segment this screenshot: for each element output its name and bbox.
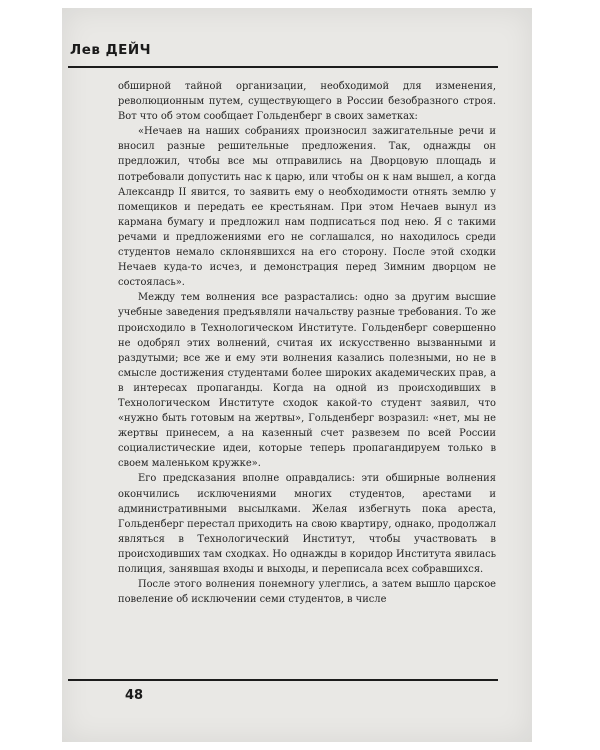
quote-paragraph: «Нечаев на наших собраниях произносил зажигательные речи и вносил разные решительные предложения. Так, однажды он предложил, чтобы все мы отправились на Дворцовую площадь и потребовали допустить нас к царю, или чтобы он к нам вышел, а когда Александр II явится, то заявить ему о необходимости отнять землю у помещиков и передать ее крестьянам. При этом Нечаев вынул из кармана бумагу и предложил нам подписаться под нею. Я с такими речами и предложениями его не соглашался, но находилось среди студентов немало склонявшихся на его сторону. После этой сходки Нечаев куда-то исчез, и демонстрация перед Зимним дворцом не состоялась». xyxy=(118,126,496,289)
paragraph: Между тем волнения все разрастались: одно за другим высшие учебные заведения предъявляли начальству разные требования. То же происходило в Технологическом Институте. Гольденберг совершенно не одобрял этих волнений, считая их искусственно вызванными и раздутыми; все же и ему эти волнения казались полезными, но не в смысле достижения студентами более широких академических прав, а в интересах пропаганды. Когда на одной из происходивших в Технологическом Институте сходок какой-то студент заявил, что «нужно быть готовым на жертвы», Гольденберг возразил: «нет, мы не жертвы принесем, а на казенный счет развезем по всей России социалистические идеи, которые теперь пропагандируем только в своем маленьком кружке». xyxy=(118,292,496,470)
page-number: 48 xyxy=(125,688,144,703)
running-head: Лев ДЕЙЧ xyxy=(70,42,152,58)
body-text xyxy=(118,79,496,607)
paragraph: обширной тайной организации, необходимой для изменения, революционным путем, существующего в России безобразного строя. Вот что об этом сообщает Гольденберг в своих заметках: xyxy=(118,81,496,123)
header-rule xyxy=(68,66,498,68)
footer-rule xyxy=(68,679,498,681)
paragraph: После этого волнения понемногу улеглись, а затем вышло царское повеление об исключении семи студентов, в числе xyxy=(118,579,496,606)
paragraph: Его предсказания вполне оправдались: эти обширные волнения окончились исключениями многих студентов, арестами и административными высылками. Желая избегнуть пока ареста, Гольденберг перестал приходить на свою квартиру, однако, продолжал являться в Технологический Институт, чтобы участвовать в происходивших там сходках. Но однажды в коридор Института явилась полиция, занявшая входы и выходы, и переписала всех собравшихся. xyxy=(118,473,496,575)
